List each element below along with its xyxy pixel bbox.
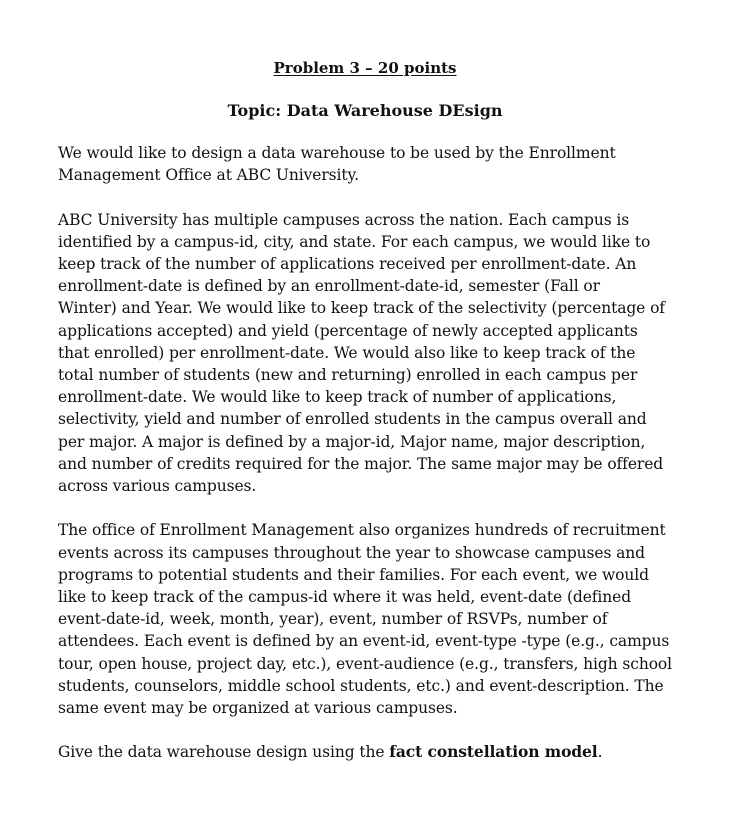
text-line: per major. A major is defined by a major-id, Major name, major description,: [58, 432, 646, 451]
problem-statement: [58, 142, 698, 786]
task-paragraph: [58, 741, 698, 763]
text-line: programs to potential students and their families. For each event, we would: [58, 565, 649, 584]
problem-title: Problem 3 – 20 points: [273, 59, 457, 77]
topic-title: Topic: Data Warehouse DEsign: [227, 101, 503, 120]
text-line: keep track of the number of applications received per enrollment-date. An: [58, 255, 637, 273]
text-line: enrollment-date is defined by an enrollment-date-id, semester (Fall or: [58, 277, 600, 296]
text-line: ABC University has multiple campuses across the nation. Each campus is: [58, 210, 630, 229]
text-line: Management Office at ABC University.: [58, 166, 359, 185]
text-line: total number of students (new and returning) enrolled in each campus per: [58, 366, 638, 385]
campus-paragraph: [58, 209, 698, 498]
events-paragraph: [58, 519, 698, 719]
text-line: The office of Enrollment Management also organizes hundreds of recruitment: [58, 521, 666, 540]
text-line: across various campuses.: [58, 477, 257, 496]
text-line: tour, open house, project day, etc.), event-audience (e.g., transfers, high school: [58, 654, 673, 673]
fact-constellation-model-emphasis: fact constellation model: [389, 742, 598, 762]
intro-paragraph: [58, 142, 698, 186]
text-line: selectivity, yield and number of enrolled students in the campus overall and: [58, 410, 647, 429]
text-line: Winter) and Year. We would like to keep track of the selectivity (percentage of: [58, 299, 665, 318]
text-line: that enrolled) per enrollment-date. We would also like to keep track of the: [58, 343, 636, 362]
task-text: Give the data warehouse design using the: [58, 743, 390, 762]
text-line: We would like to design a data warehouse to be used by the Enrollment: [58, 144, 616, 162]
text-line: like to keep track of the campus-id where it was held, event-date (defined: [58, 588, 632, 607]
text-line: applications accepted) and yield (percentage of newly accepted applicants: [58, 321, 638, 340]
text-line: identified by a campus-id, city, and state. For each campus, we would like to: [58, 232, 651, 251]
text-line: students, counselors, middle school students, etc.) and event-description. The: [58, 676, 664, 695]
text-line: enrollment-date. We would like to keep track of number of applications,: [58, 388, 617, 407]
text-line: event-date-id, week, month, year), event, number of RSVPs, number of: [58, 610, 608, 629]
text-line: and number of credits required for the major. The same major may be offered: [58, 454, 664, 473]
text-line: events across its campuses throughout the year to showcase campuses and: [58, 543, 646, 562]
text-line: attendees. Each event is defined by an event-id, event-type -type (e.g., campus: [58, 632, 670, 651]
task-period: .: [597, 743, 603, 762]
text-line: same event may be organized at various campuses.: [58, 699, 458, 718]
